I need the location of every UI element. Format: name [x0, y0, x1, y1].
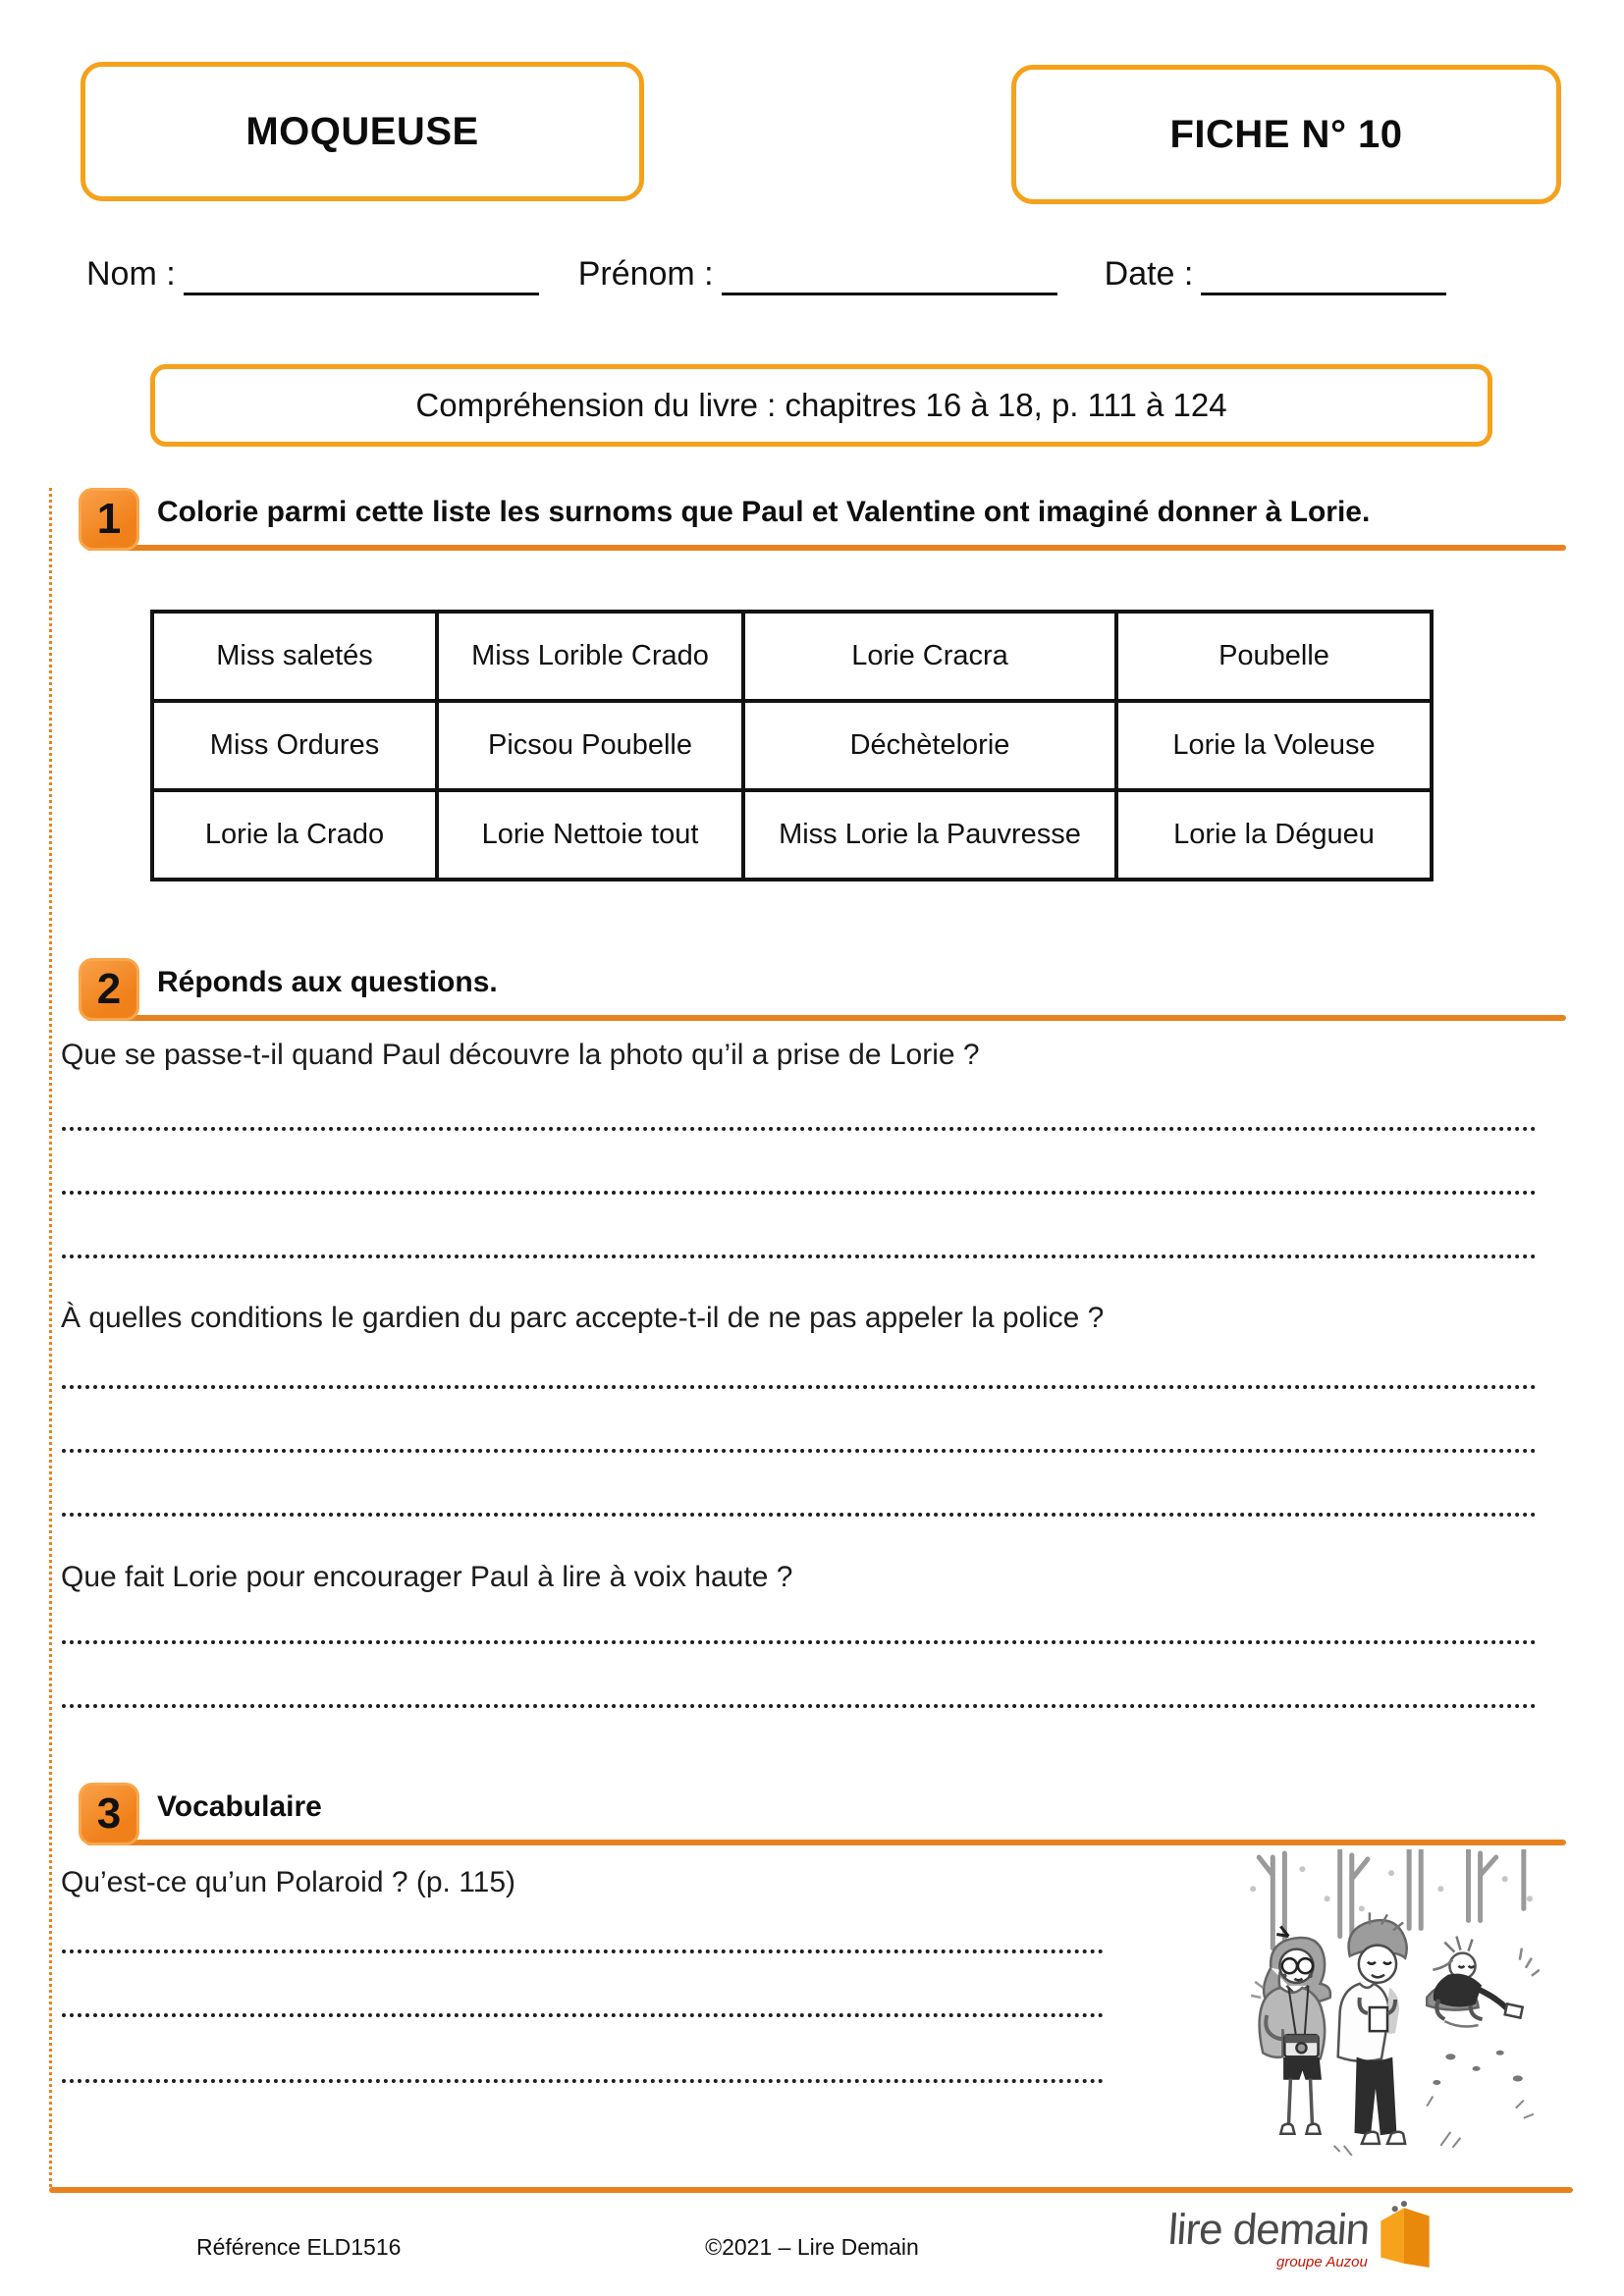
- question-1: Que se passe-t-il quand Paul découvre la photo qu’il a prise de Lorie ?: [61, 1039, 980, 1071]
- comprehension-banner: [150, 364, 1492, 447]
- answer-line: [62, 1255, 1537, 1258]
- answer-line: [62, 1127, 1537, 1131]
- book-title: MOQUEUSE: [245, 109, 479, 153]
- margin-dotted-line: [49, 488, 52, 2187]
- nickname-cell: Lorie la Voleuse: [1116, 701, 1432, 790]
- table-row: [152, 612, 1432, 701]
- nickname-cell: Miss saletés: [152, 612, 437, 701]
- section-2-rule: [86, 1015, 1566, 1021]
- book-title-box: [81, 62, 644, 201]
- vocabulary-question: Qu’est-ce qu’un Polaroid ? (p. 115): [61, 1866, 516, 1898]
- answer-line: [62, 1513, 1537, 1517]
- section-3-header: [79, 1783, 1566, 1851]
- section-1-header: [79, 488, 1566, 557]
- nickname-cell: Miss Ordures: [152, 701, 437, 790]
- question-2: À quelles conditions le gardien du parc accepte-t-il de ne pas appeler la police ?: [61, 1302, 1105, 1334]
- footer-reference: Référence ELD1516: [196, 2234, 402, 2260]
- firstname-label: Prénom :: [577, 255, 714, 293]
- question-3: Que fait Lorie pour encourager Paul à lire à voix haute ?: [61, 1561, 793, 1593]
- answer-line: [62, 1640, 1537, 1644]
- nickname-cell: Lorie Nettoie tout: [437, 790, 743, 880]
- publisher-logo-tagline: groupe Auzou: [1276, 2254, 1368, 2270]
- date-label: Date :: [1104, 255, 1194, 293]
- publisher-logo-text: lire demain: [1166, 2206, 1371, 2254]
- nickname-cell: Déchètelorie: [743, 701, 1116, 790]
- open-book-icon: [1375, 2201, 1435, 2269]
- identity-row: [86, 251, 1446, 295]
- answer-line: [62, 2079, 1104, 2083]
- nickname-cell: Lorie Cracra: [743, 612, 1116, 701]
- nickname-cell: Miss Lorible Crado: [437, 612, 743, 701]
- answer-line: [62, 1949, 1104, 1953]
- answer-line: [62, 1449, 1537, 1453]
- section-1-rule: [86, 545, 1566, 551]
- section-2-instruction: Réponds aux questions.: [157, 966, 498, 998]
- answer-line: [62, 2013, 1104, 2017]
- sheet-number-box: [1011, 65, 1561, 204]
- park-scene-illustration: [1233, 1849, 1540, 2167]
- footer-separator: [49, 2187, 1573, 2193]
- nickname-cell: Miss Lorie la Pauvresse: [743, 790, 1116, 880]
- footer-copyright: ©2021 – Lire Demain: [705, 2234, 919, 2260]
- name-label: Nom :: [86, 255, 176, 293]
- date-blank-line: [1201, 251, 1446, 295]
- section-2-header: [79, 958, 1566, 1027]
- section-3-rule: [86, 1840, 1566, 1845]
- banner-text: Compréhension du livre : chapitres 16 à 18, p. 111 à 124: [415, 387, 1227, 423]
- answer-line: [62, 1385, 1537, 1389]
- firstname-blank-line: [722, 251, 1057, 295]
- name-blank-line: [184, 251, 539, 295]
- nickname-cell: Lorie la Crado: [152, 790, 437, 880]
- nickname-cell: Poubelle: [1116, 612, 1432, 701]
- table-row: [152, 701, 1432, 790]
- section-1-instruction: Colorie parmi cette liste les surnoms que Paul et Valentine ont imaginé donner à Lorie.: [157, 496, 1371, 528]
- nickname-cell: Lorie la Dégueu: [1116, 790, 1432, 880]
- table-row: [152, 790, 1432, 880]
- section-3-badge: 3: [79, 1783, 139, 1845]
- answer-line: [62, 1191, 1537, 1195]
- section-1-badge: 1: [79, 488, 139, 551]
- section-3-instruction: Vocabulaire: [157, 1790, 322, 1823]
- sheet-number: FICHE N° 10: [1169, 112, 1403, 156]
- section-2-badge: 2: [79, 958, 139, 1021]
- answer-line: [62, 1704, 1537, 1708]
- nickname-cell: Picsou Poubelle: [437, 701, 743, 790]
- nicknames-table: [150, 610, 1434, 881]
- publisher-logo: [1166, 2206, 1435, 2270]
